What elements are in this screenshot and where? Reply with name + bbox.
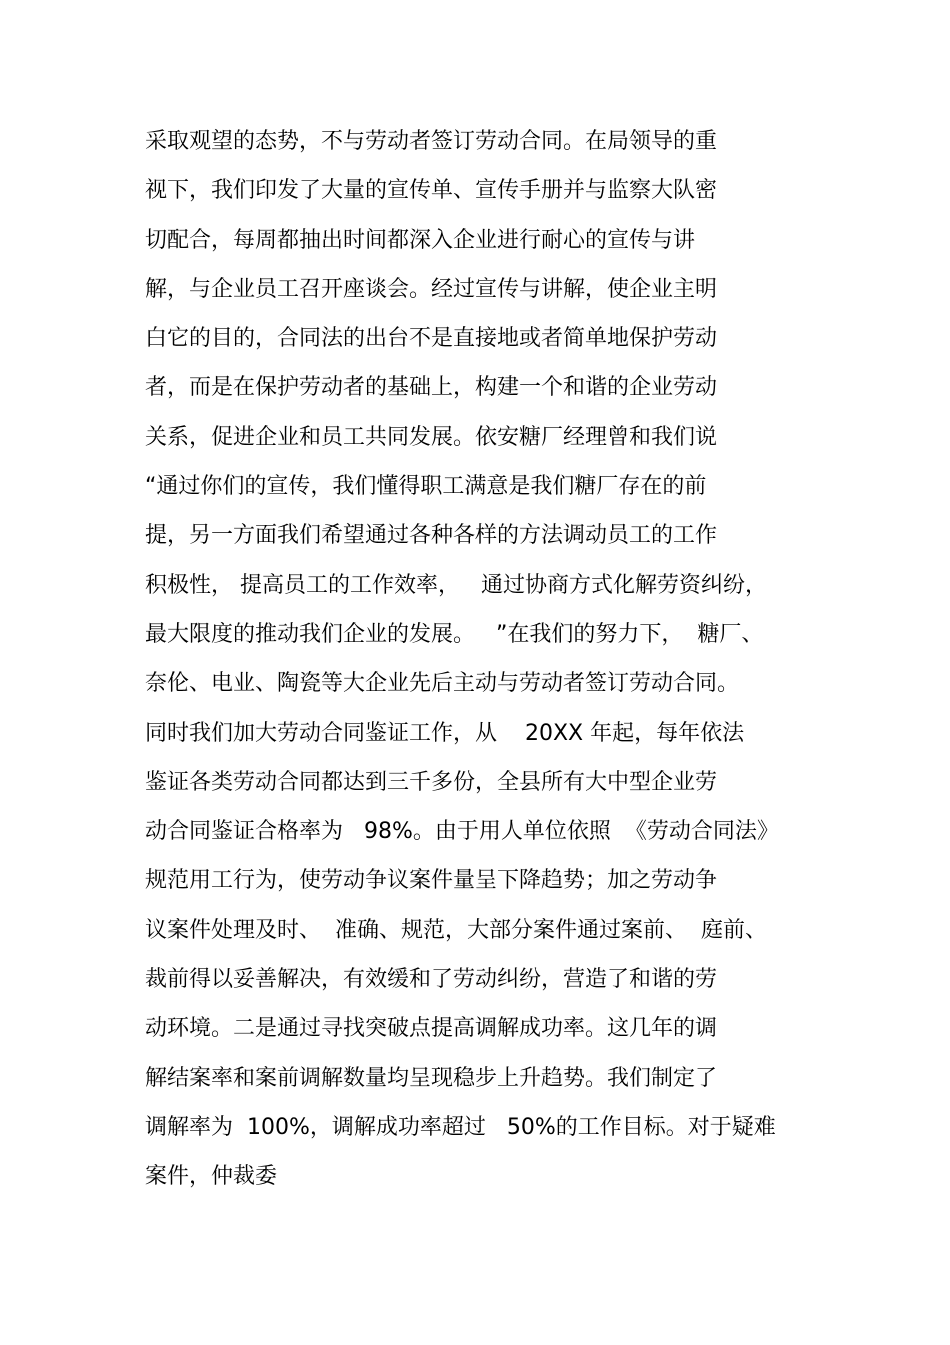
text-line: 者，而是在保护劳动者的基础上，构建一个和谐的企业劳动	[145, 375, 718, 401]
text-line: 动合同鉴证合格率为 98%。由于用人单位依照 《劳动合同法》	[145, 819, 779, 845]
text-line: 关系，促进企业和员工共同发展。依安糖厂经理曾和我们说	[145, 424, 718, 450]
text-line: 议案件处理及时、 准确、规范，大部分案件通过案前、 庭前、	[145, 917, 767, 943]
text-line: 鉴证各类劳动合同都达到三千多份，全县所有大中型企业劳	[145, 769, 718, 795]
text-line: 切配合，每周都抽出时间都深入企业进行耐心的宣传与讲	[145, 227, 696, 253]
text-line: 白它的目的，合同法的出台不是直接地或者简单地保护劳动	[145, 326, 718, 352]
text-line: 解，与企业员工召开座谈会。经过宣传与讲解，使企业主明	[145, 276, 718, 302]
text-line: 规范用工行为，使劳动争议案件量呈下降趋势；加之劳动争	[145, 868, 718, 894]
text-line: 裁前得以妥善解决，有效缓和了劳动纠纷，营造了和谐的劳	[145, 967, 718, 993]
text-line: 采取观望的态势，不与劳动者签订劳动合同。在局领导的重	[145, 129, 718, 154]
text-line: 动环境。二是通过寻找突破点提高调解成功率。这几年的调	[145, 1016, 718, 1042]
text-line: 奈伦、电业、陶瓷等大企业先后主动与劳动者签订劳动合同。	[145, 671, 740, 697]
text-line: 视下，我们印发了大量的宣传单、宣传手册并与监察大队密	[145, 178, 718, 204]
text-line: 提，另一方面我们希望通过各种各样的方法调动员工的工作	[145, 523, 718, 549]
text-line: “通过你们的宣传，我们懂得职工满意是我们糖厂存在的前	[145, 474, 707, 500]
text-line: 积极性， 提高员工的工作效率， 通过协商方式化解劳资纠纷，	[145, 572, 767, 598]
body-text	[145, 121, 925, 1206]
text-line: 最大限度的推动我们企业的发展。 ”在我们的努力下， 糖厂、	[145, 621, 764, 647]
text-line: 调解率为 100%，调解成功率超过 50%的工作目标。对于疑难	[145, 1114, 776, 1140]
text-line: 解结案率和案前调解数量均呈现稳步上升趋势。我们制定了	[145, 1065, 718, 1091]
text-line: 案件，仲裁委	[145, 1164, 278, 1190]
text-line: 同时我们加大劳动合同鉴证工作，从 20XX 年起，每年依法	[145, 720, 745, 746]
